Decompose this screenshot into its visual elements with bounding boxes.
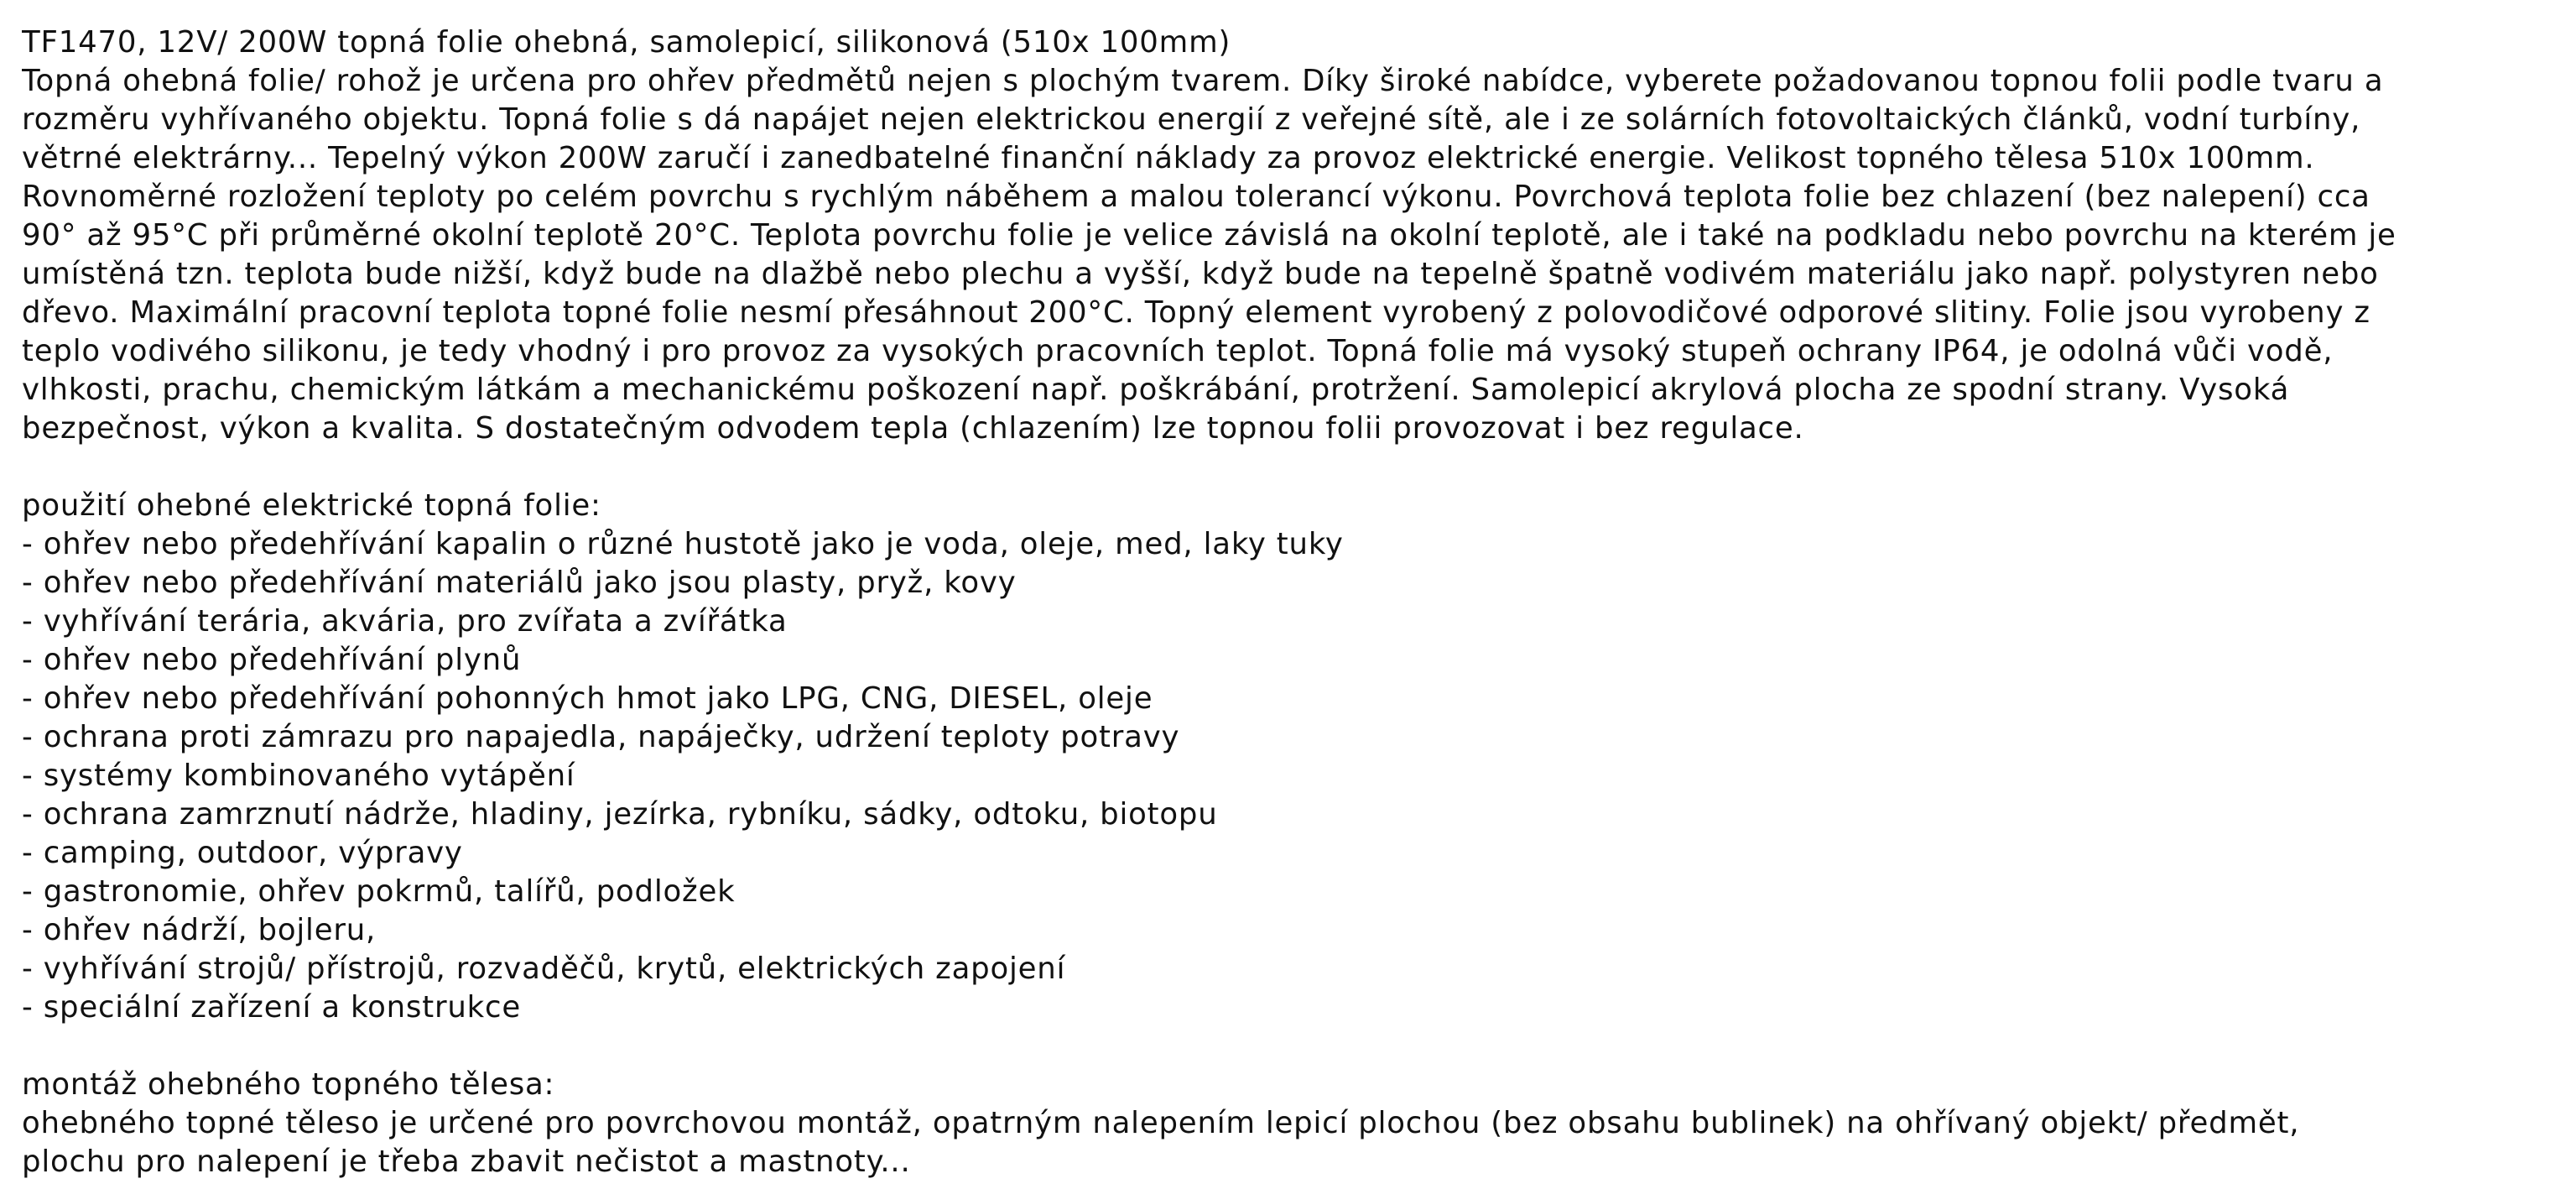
usage-heading: použití ohebné elektrické topná folie: <box>22 488 601 523</box>
paragraph-spacer <box>22 448 2576 487</box>
description-line: větrné elektrárny... Tepelný výkon 200W zaručí i zanedbatelné finanční náklady za provoz elektrické energie. Velikost topného tělesa 510x 100mm. <box>22 141 2315 175</box>
mounting-line: ohebného topné těleso je určené pro povrchovou montáž, opatrným nalepením lepicí plochou (bez obsahu bublinek) na ohřívaný objekt/ předmět, <box>22 1106 2300 1140</box>
description-line: Rovnoměrné rozložení teploty po celém povrchu s rychlým náběhem a malou tolerancí výkonu. Povrchová teplota folie bez chlazení (bez nalepení) cca <box>22 180 2370 214</box>
description-paragraph <box>22 62 2576 448</box>
usage-list-item: - ochrana proti zámrazu pro napajedla, napáječky, udržení teploty potravy <box>22 720 1180 754</box>
description-line: dřevo. Maximální pracovní teplota topné folie nesmí přesáhnout 200°C. Topný element vyrobený z polovodičové odporové slitiny. Folie jsou vyrobeny z <box>22 295 2370 330</box>
usage-list-item: - ohřev nádrží, bojleru, <box>22 913 377 947</box>
description-line: teplo vodivého silikonu, je tedy vhodný i pro provoz za vysokých pracovních teplot. Topná folie má vysoký stupeň ochrany IP64, je odolná vůči vodě, <box>22 334 2334 368</box>
mounting-line: plochu pro nalepení je třeba zbavit nečistot a mastnoty... <box>22 1145 911 1179</box>
usage-list-item: - ohřev nebo předehřívání materiálů jako jsou plasty, pryž, kovy <box>22 566 1017 600</box>
description-line: vlhkosti, prachu, chemickým látkám a mechanickému poškození např. poškrábání, protržení. Samolepicí akrylová plocha ze spodní strany. Vysoká <box>22 373 2290 407</box>
usage-list-item: - vyhřívání strojů/ přístrojů, rozvaděčů, krytů, elektrických zapojení <box>22 952 1066 986</box>
description-line: umístěná tzn. teplota bude nižší, když bude na dlažbě nebo plechu a vyšší, když bude na tepelně špatně vodivém materiálu jako např. polystyren nebo <box>22 257 2379 291</box>
usage-list-item: - speciální zařízení a konstrukce <box>22 990 521 1025</box>
product-description-document <box>22 23 2576 1181</box>
description-line: rozměru vyhřívaného objektu. Topná folie s dá napájet nejen elektrickou energií z veřejné sítě, ale i ze solárních fotovoltaických článků, vodní turbíny, <box>22 102 2361 137</box>
usage-list-item: - ohřev nebo předehřívání plynů <box>22 643 522 677</box>
usage-list-item: - systémy kombinovaného vytápění <box>22 759 575 793</box>
usage-list <box>22 525 2576 1027</box>
mounting-paragraph <box>22 1104 2576 1181</box>
usage-list-item: - ochrana zamrznutí nádrže, hladiny, jezírka, rybníku, sádky, odtoku, biotopu <box>22 797 1218 832</box>
usage-list-item: - ohřev nebo předehřívání kapalin o různé hustotě jako je voda, oleje, med, laky tuky <box>22 527 1344 561</box>
product-title: TF1470, 12V/ 200W topná folie ohebná, samolepicí, silikonová (510x 100mm) <box>22 25 1231 60</box>
description-line: bezpečnost, výkon a kvalita. S dostatečným odvodem tepla (chlazením) lze topnou folii provozovat i bez regulace. <box>22 411 1804 446</box>
description-line: 90° až 95°C při průměrné okolní teplotě 20°C. Teplota povrchu folie je velice závislá na okolní teplotě, ale i také na podkladu nebo povrchu na kterém je <box>22 218 2396 253</box>
usage-list-item: - camping, outdoor, výpravy <box>22 836 463 870</box>
description-line: Topná ohebná folie/ rohož je určena pro ohřev předmětů nejen s plochým tvarem. Díky široké nabídce, vyberete požadovanou topnou folii podle tvaru a <box>22 64 2384 98</box>
mounting-heading: montáž ohebného topného tělesa: <box>22 1067 555 1102</box>
usage-list-item: - vyhřívání terária, akvária, pro zvířata a zvířátka <box>22 604 788 639</box>
usage-list-item: - gastronomie, ohřev pokrmů, talířů, podložek <box>22 874 736 909</box>
paragraph-spacer <box>22 1027 2576 1066</box>
usage-list-item: - ohřev nebo předehřívání pohonných hmot jako LPG, CNG, DIESEL, oleje <box>22 681 1153 716</box>
